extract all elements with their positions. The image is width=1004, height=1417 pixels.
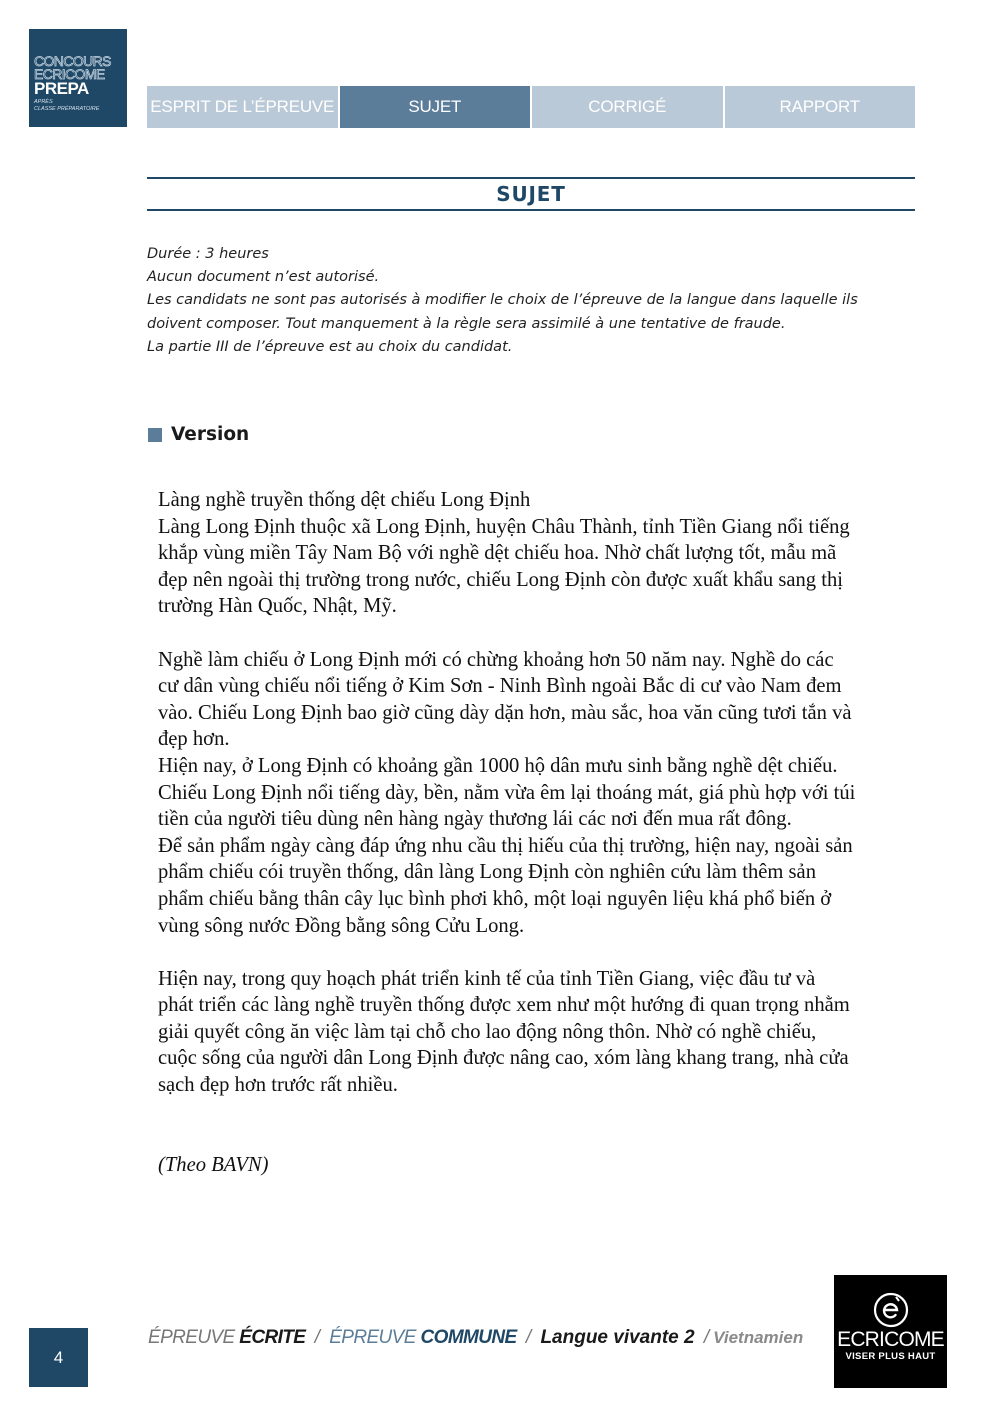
paragraph-gap: [158, 939, 948, 966]
footer-exam-label: [148, 1327, 803, 1349]
page-title-band: [147, 177, 915, 211]
instruction-language-choice: Les candidats ne sont pas autorisés à modifier le choix de l’épreuve de la langue dans laquelle ils: [147, 292, 858, 309]
logo-line-apres: APRÈS: [34, 99, 53, 105]
article-line: giải quyết công ăn việc làm tại chỗ cho lao động nông thôn. Nhờ có nghề chiếu,: [158, 1020, 817, 1043]
exam-instructions: [147, 243, 927, 359]
instruction-part-three: La partie III de l’épreuve est au choix du candidat.: [147, 338, 513, 355]
tab-corrige[interactable]: CORRIGÉ: [532, 86, 723, 128]
logo-line-prepa: PREPA: [34, 79, 89, 98]
footer-separator: /: [525, 1327, 532, 1348]
footer-separator: /: [703, 1327, 710, 1348]
article-line: trường Hàn Quốc, Nhật, Mỹ.: [158, 595, 397, 618]
article-line: phẩm chiếu cói truyền thống, dân làng Long Định còn nghiên cứu làm thêm sản: [158, 861, 816, 884]
footer-language: Vietnamien: [713, 1328, 804, 1347]
article-line: Nghề làm chiếu ở Long Định mới có chừng khoảng hơn 50 năm nay. Nghề do các: [158, 648, 834, 671]
square-bullet-icon: [148, 428, 162, 442]
article-line: đẹp hơn.: [158, 728, 230, 751]
tab-rapport[interactable]: RAPPORT: [725, 86, 916, 128]
ecricome-prepa-logo: [29, 29, 127, 127]
section-tabs: [147, 86, 915, 128]
paragraph-gap: [158, 620, 948, 647]
article-line: khắp vùng miền Tây Nam Bộ với nghề dệt chiếu hoa. Nhờ chất lượng tốt, mẫu mã: [158, 542, 837, 565]
article-line: Chiếu Long Định nổi tiếng dày, bền, nằm vừa êm lại thoáng mát, giá phù hợp với túi: [158, 781, 856, 804]
logo-line-classe: CLASSE PRÉPARATOIRE: [34, 106, 100, 112]
tab-esprit-de-l-epreuve[interactable]: ESPRIT DE L’ÉPREUVE: [147, 86, 338, 128]
article-line: phẩm chiếu bằng thân cây lục bình phơi khô, một loại nguyên liệu khá phổ biến ở: [158, 887, 832, 910]
article-line: tiền của người tiêu dùng nên hàng ngày thương lái các nơi đến mua rất đông.: [158, 808, 792, 831]
footer-ecrite: ÉCRITE: [239, 1327, 306, 1348]
instruction-fraud: doivent composer. Tout manquement à la règle sera assimilé à une tentative de fraude.: [147, 315, 786, 332]
article-line: phát triển các làng nghề truyền thống được xem như một hướng đi quan trọng nhằm: [158, 994, 850, 1017]
brand-tagline: VISER PLUS HAUT: [845, 1351, 936, 1362]
article-line: Hiện nay, ở Long Định có khoảng gần 1000 hộ dân mưu sinh bằng nghề dệt chiếu.: [158, 754, 838, 777]
section-heading-text: Version: [171, 424, 250, 445]
footer-commune: COMMUNE: [420, 1327, 517, 1348]
instruction-documents: Aucun document n’est autorisé.: [147, 269, 380, 286]
article-line: sạch đẹp hơn trước rất nhiều.: [158, 1074, 398, 1097]
article-title: Làng nghề truyền thống dệt chiếu Long Định: [158, 489, 531, 511]
article-line: vào. Chiếu Long Định bao giờ cũng dày dặn hơn, màu sắc, hoa văn cũng tươi tắn và: [158, 701, 852, 724]
logo-line-concours: CONCOURS: [34, 53, 111, 69]
article-line: Làng Long Định thuộc xã Long Định, huyện Châu Thành, tỉnh Tiền Giang nổi tiếng: [158, 515, 850, 538]
article-line: cuộc sống của người dân Long Định được nâng cao, xóm làng khang trang, nhà cửa: [158, 1047, 849, 1070]
instruction-duration: Durée : 3 heures: [147, 246, 269, 262]
article-line: đẹp nên ngoài thị trường trong nước, chiếu Long Định còn được xuất khẩu sang thị: [158, 568, 843, 591]
article-source: (Theo BAVN): [158, 1154, 269, 1176]
footer-separator: /: [314, 1327, 320, 1348]
ecricome-e-icon: [873, 1292, 909, 1328]
article-text: [158, 487, 948, 1099]
footer-langue-vivante: Langue vivante 2: [540, 1327, 695, 1348]
footer-epreuve-1: ÉPREUVE: [148, 1327, 240, 1348]
logo-line-ecricome: ECRICOME: [34, 66, 105, 82]
ecricome-brand-logo: [834, 1275, 947, 1388]
page-title: SUJET: [496, 182, 566, 206]
tab-sujet[interactable]: SUJET: [340, 86, 531, 128]
article-line: Để sản phẩm ngày càng đáp ứng nhu cầu thị hiếu của thị trường, hiện nay, ngoài sản: [158, 834, 853, 857]
article-line: cư dân vùng chiếu nổi tiếng ở Kim Sơn - Ninh Bình ngoài Bắc di cư vào Nam đem: [158, 675, 842, 698]
section-heading-version: [148, 424, 249, 445]
footer-epreuve-2: ÉPREUVE: [329, 1327, 421, 1348]
article-line: vùng sông nước Đồng bằng sông Cửu Long.: [158, 914, 525, 937]
brand-name: ECRICOME: [837, 1328, 944, 1351]
page-number: 4: [29, 1328, 88, 1387]
article-line: Hiện nay, trong quy hoạch phát triển kinh tế của tỉnh Tiền Giang, việc đầu tư và: [158, 967, 816, 990]
